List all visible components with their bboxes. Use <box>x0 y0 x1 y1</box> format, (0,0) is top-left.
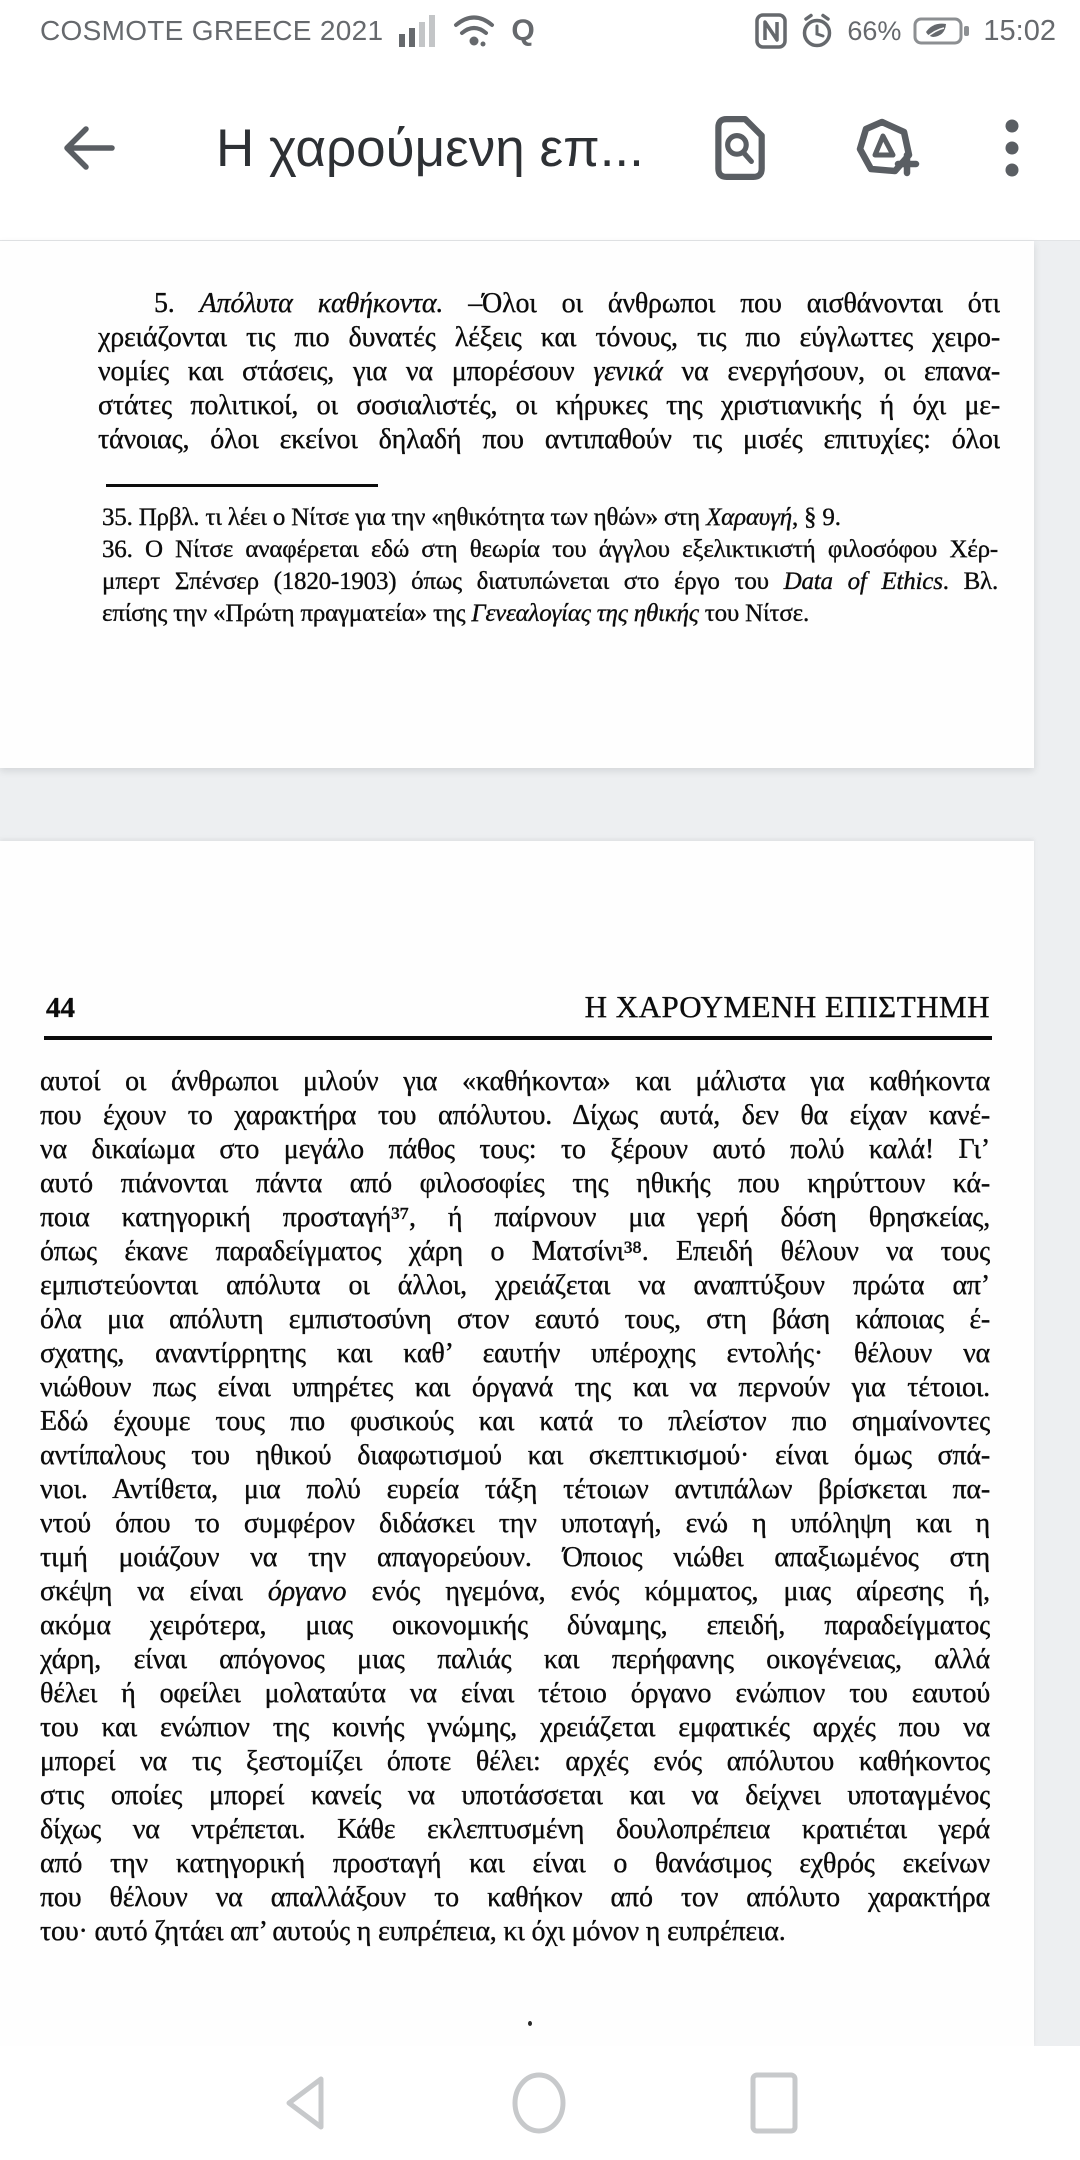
text-line: τάνοιας, όλοι εκείνοι δηλαδή που αντιπαθούν τις μισές επιτυχίες: όλοι <box>98 424 1000 455</box>
text-line: επίσης την «Πρώτη πραγματεία» της Γενεαλογίας της ηθικής του Νίτσε. <box>102 600 810 627</box>
annotate-add-icon[interactable] <box>850 116 920 180</box>
text-line: χάρη, είναι απόγονος μιας παλιάς και περήφανης οικογένειας, αλλά <box>40 1644 990 1675</box>
wifi-icon <box>453 14 495 48</box>
battery-percent-label: 66% <box>847 15 902 46</box>
text-line: μπερτ Σπένσερ (1820-1903) όπως διατυπώνεται στο έργο του Data of Ethics. Βλ. <box>102 568 998 595</box>
text-line: ακόμα χειρότερα, μιας οικονομικής δύναμης, επειδή, παραδείγματος <box>40 1610 990 1641</box>
text-line: του και ενώπιον της κοινής γνώμης, χρειάζεται εμφατικές αρχές που να <box>40 1712 990 1743</box>
status-bar-right <box>755 13 1056 49</box>
text-line: που θέλουν να απαλλάξουν το καθήκον από τον απόλυτο χαρακτήρα <box>40 1882 990 1913</box>
text-line: στις οποίες μπορεί κανείς να υποτάσσεται και να δείχνει υποταγμένος <box>40 1780 990 1811</box>
carrier-label: COSMOTE GREECE 2021 <box>40 15 384 46</box>
back-button[interactable] <box>60 124 116 172</box>
kebab-menu-icon[interactable] <box>1004 118 1020 178</box>
clock-label: 15:02 <box>983 14 1056 47</box>
status-bar <box>0 0 1080 56</box>
text-line: μπορεί να τις ξεστομίζει όποτε θέλει: αρχές ενός απόλυτου καθήκοντος <box>40 1746 990 1777</box>
app-bar-actions <box>712 115 1020 181</box>
battery-power-save-icon <box>913 16 971 46</box>
nav-home-circle-icon[interactable] <box>511 2072 567 2134</box>
text-line: ντού όπου το συμφέρον διδάσκει την υποταγή, ενώ η υπόληψη και η <box>40 1508 990 1539</box>
footnote-separator <box>106 484 378 487</box>
text-line: όλα μια απόλυτη εμπιστοσύνη στον εαυτό τους, στη βάση κάποιας έ- <box>40 1304 990 1335</box>
text-line: Εδώ έχουμε τους πιο φυσικούς και κατά το πλείστον πιο σημαίνοντες <box>40 1406 990 1437</box>
text-line: 35. Πρβλ. τι λέει ο Νίτσε για την «ηθικότητα των ηθών» στη Χαραυγή, § 9. <box>102 504 841 531</box>
text-line: αυτό πιάνονται πάντα από φιλοσοφίες της ηθικής που κηρύττουν κά- <box>40 1168 990 1199</box>
text-line: νιοι. Αντίθετα, μια πολύ ευρεία τάξη τέτοιων αντιπάλων βρίσκεται πα- <box>40 1474 990 1505</box>
text-line: να δικαίωμα στο μεγάλο πάθος τους: το ξέρουν αυτό πολύ καλά! Γι’ <box>40 1134 990 1165</box>
text-line: από την κατηγορική προσταγή και είναι ο θανάσιμος εχθρός εκείνων <box>40 1848 990 1879</box>
text-line: σχατης, αναντίρρητης και καθ’ εαυτήν υπέροχης εντολής· θέλουν να <box>40 1338 990 1369</box>
text-line: 5. Απόλυτα καθήκοντα. –Όλοι οι άνθρωποι που αισθάνονται ότι <box>154 288 1000 319</box>
page44-body <box>40 1065 990 1949</box>
q-vowifi-badge: Q <box>511 14 535 47</box>
running-title: Η ΧΑΡΟΥΜΕΝΗ ΕΠΙΣΤΗΜΗ <box>584 989 990 1024</box>
document-title: Η χαρούμενη επ... <box>216 118 644 178</box>
find-in-page-icon[interactable] <box>712 115 766 181</box>
pdf-page-43 <box>0 241 1034 768</box>
text-line: εμπιστεύονται απόλυτα οι άλλοι, χρειάζεται να αναπτύξουν πρώτα απ’ <box>40 1270 990 1301</box>
scan-speck <box>528 2021 532 2026</box>
text-line: 36. Ο Νίτσε αναφέρεται εδώ στη θεωρία του άγγλου εξελικτικιστή φιλοσόφου Χέρ- <box>102 536 998 563</box>
android-nav-bar <box>0 2046 1080 2160</box>
text-line: ποια κατηγορική προσταγή³⁷, ή παίρνουν μια γερή δόση θρησκείας, <box>40 1202 990 1233</box>
text-line: που έχουν το χαρακτήρα του απόλυτου. Δίχως αυτά, δεν θα είχαν κανέ- <box>40 1100 990 1131</box>
page-header <box>46 989 990 1025</box>
page1-footnotes <box>102 502 998 630</box>
signal-bars-icon <box>399 15 437 47</box>
pdf-scroll-area[interactable] <box>0 240 1080 2046</box>
app-bar <box>0 56 1080 240</box>
text-line: νομίες και στάσεις, για να μπορέσουν γενικά να ενεργήσουν, οι επανα- <box>98 356 1000 387</box>
text-line: αυτοί οι άνθρωποι μιλούν για «καθήκοντα» και μάλιστα για καθήκοντα <box>40 1066 990 1097</box>
nav-recents-square-icon[interactable] <box>749 2072 799 2134</box>
text-line: χρειάζονται τις πιο δυνατές λέξεις και τόνους, τις πιο εύγλωττες χειρο- <box>98 322 1000 353</box>
nav-back-triangle-icon[interactable] <box>281 2073 329 2133</box>
page1-paragraph <box>98 287 1000 457</box>
text-line: νιώθουν πως είναι υπηρέτες και όργανά της και να περνούν για τέτοιοι. <box>40 1372 990 1403</box>
text-line: όπως έκανε παραδείγματος χάρη ο Ματσίνι³⁸. Επειδή θέλουν να τους <box>40 1236 990 1267</box>
header-rule <box>44 1036 992 1040</box>
page-number: 44 <box>46 992 75 1024</box>
status-bar-left <box>40 14 535 48</box>
text-line: σκέψη να είναι όργανο ενός ηγεμόνα, ενός κόμματος, μιας αίρεσης ή, <box>40 1576 990 1607</box>
nfc-icon <box>755 13 787 49</box>
text-line: τιμή μοιάζουν να την απαγορεύουν. Όποιος νιώθει απαξιωμένος στη <box>40 1542 990 1573</box>
text-line: στάτες πολιτικοί, οι σοσιαλιστές, οι κήρυκες της χριστιανικής ή όχι με- <box>98 390 1000 421</box>
text-line: του· αυτό ζητάει απ’ αυτούς η ευπρέπεια, κι όχι μόνον η ευπρέπεια. <box>40 1916 786 1947</box>
pdf-page-44 <box>0 841 1034 2047</box>
text-line: θέλει ή οφείλει μολαταύτα να είναι τέτοιο όργανο ενώπιον του εαυτού <box>40 1678 990 1709</box>
alarm-clock-icon <box>799 13 835 49</box>
text-line: αντίπαλους του ηθικού διαφωτισμού και σκεπτικισμού· είναι όμως σπά- <box>40 1440 990 1471</box>
text-line: δίχως να ντρέπεται. Κάθε εκλεπτυσμένη δουλοπρέπεια κρατιέται γερά <box>40 1814 990 1845</box>
